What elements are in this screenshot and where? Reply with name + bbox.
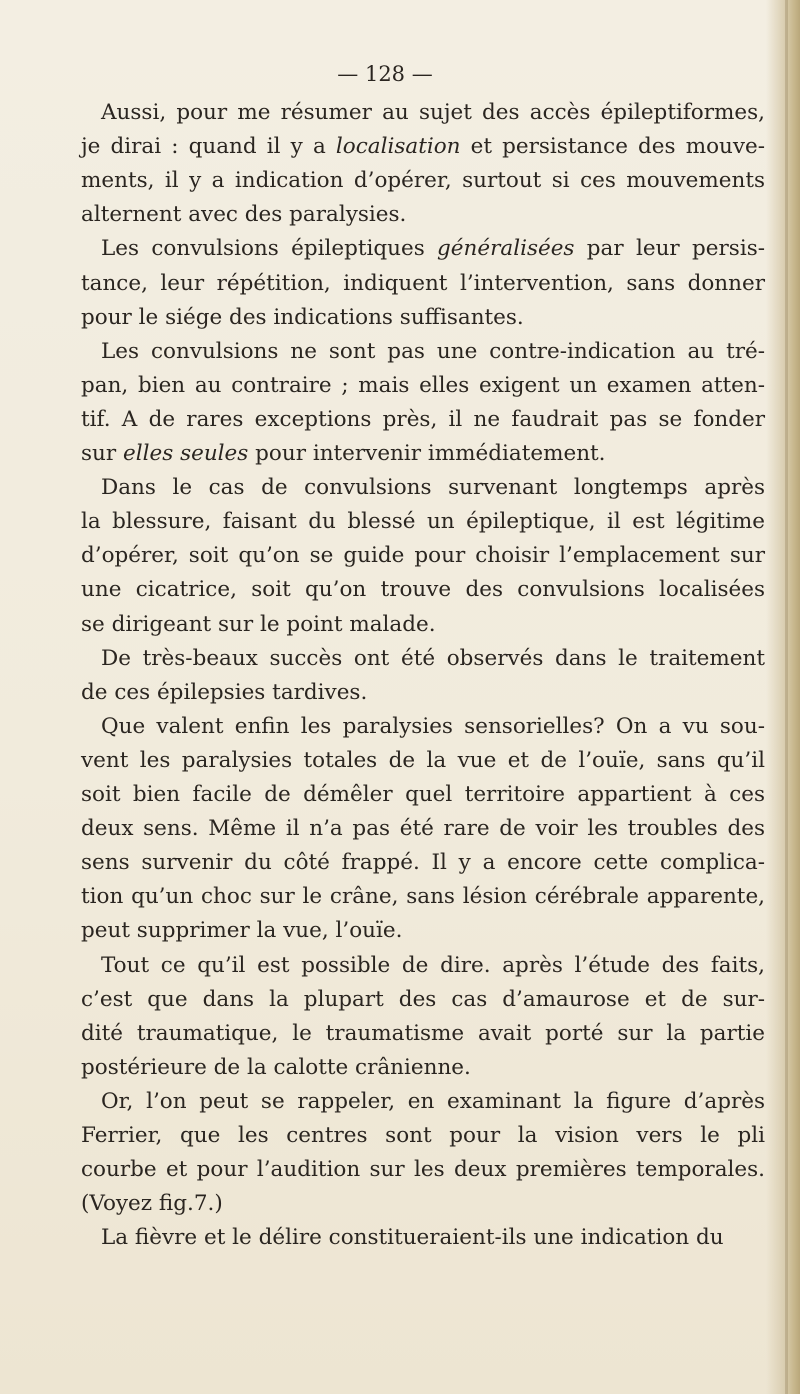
text-segment: Or, l’on peut se rappeler, en examinant la figure d’après [101, 1088, 765, 1114]
text-line [81, 301, 765, 335]
text-line [81, 437, 765, 471]
text-segment: alternent avec des paralysies. [81, 202, 407, 228]
text-segment: se dirigeant sur le point malade. [81, 611, 436, 637]
page-edge-shadow [785, 0, 788, 1394]
text-line [81, 1187, 765, 1221]
text-line [81, 608, 765, 642]
text-line [81, 1153, 765, 1187]
italic-text: généralisées [437, 236, 575, 262]
text-line [81, 710, 765, 744]
text-line [81, 778, 765, 812]
text-segment: la blessure, faisant du blessé un épileptique, il est légitime [81, 509, 765, 535]
text-line [81, 471, 765, 505]
text-segment: Les convulsions épileptiques [101, 236, 438, 262]
text-segment: sens survenir du côté frappé. Il y a encore cette complica- [81, 850, 765, 876]
text-line [81, 1017, 765, 1051]
text-segment: deux sens. Même il n’a pas été rare de voir les troubles des [81, 816, 765, 842]
text-segment: ments, il y a indication d’opérer, surtout si ces mouvements [81, 168, 765, 194]
page-edge [766, 0, 800, 1394]
text-line [81, 573, 765, 607]
text-segment: dité traumatique, le traumatisme avait porté sur la partie [81, 1020, 765, 1046]
text-line [81, 642, 765, 676]
text-segment: Dans le cas de convulsions survenant longtemps après [101, 475, 765, 501]
text-line [81, 676, 765, 710]
text-segment: De très-beaux succès ont été observés dans le traitement [101, 645, 765, 671]
text-segment: tion qu’un choc sur le crâne, sans lésion cérébrale apparente, [81, 884, 765, 910]
text-line [81, 1221, 765, 1255]
text-line [81, 744, 765, 778]
text-line [81, 232, 765, 266]
text-segment: soit bien facile de démêler quel territoire appartient à ces [81, 782, 765, 807]
text-line [81, 164, 765, 198]
text-segment: et persistance des mouve- [460, 134, 766, 160]
italic-text: elles seules [123, 441, 249, 466]
text-segment: pour le siége des indications suffisantes. [81, 304, 524, 330]
text-line [81, 96, 765, 130]
text-line [81, 335, 765, 369]
text-segment: Tout ce qu’il est possible de dire. après l’étude des faits, [101, 952, 765, 978]
text-line [81, 267, 765, 301]
text-segment: pour intervenir immédiatement. [248, 441, 606, 466]
text-line [81, 880, 765, 914]
text-segment: je dirai : quand il y a [81, 134, 336, 160]
text-line [81, 812, 765, 846]
text-line [81, 949, 765, 983]
text-segment: une cicatrice, soit qu’on trouve des convulsions localisées [81, 577, 765, 603]
text-line [81, 403, 765, 437]
text-segment: sur [81, 441, 123, 466]
text-line [81, 914, 765, 948]
text-segment: courbe et pour l’audition sur les deux premières temporales. [81, 1157, 765, 1183]
text-line [81, 1085, 765, 1119]
text-segment: vent les paralysies totales de la vue et de l’ouïe, sans qu’il [81, 747, 765, 773]
text-segment: de ces épilepsies tardives. [81, 679, 368, 705]
text-segment: (Voyez fig.7.) [81, 1191, 223, 1217]
text-line [81, 1119, 765, 1153]
text-line [81, 983, 765, 1017]
text-segment: Que valent enfin les paralysies sensorielles? On a vu sou- [101, 713, 765, 739]
text-segment: pan, bien au contraire ; mais elles exigent un examen atten- [81, 372, 765, 398]
italic-text: localisation [335, 134, 461, 160]
text-segment: peut supprimer la vue, l’ouïe. [81, 918, 403, 944]
text-segment: Les convulsions ne sont pas une contre-indication au tré- [101, 338, 765, 364]
text-segment: d’opérer, soit qu’on se guide pour choisir l’emplacement sur [81, 543, 765, 569]
text-line [81, 198, 765, 232]
text-line [81, 505, 765, 539]
text-line [81, 130, 765, 164]
text-segment: c’est que dans la plupart des cas d’amaurose et de sur- [81, 986, 765, 1012]
text-segment: postérieure de la calotte crânienne. [81, 1054, 471, 1080]
page-number: — 128 — [337, 62, 433, 86]
text-line [81, 846, 765, 880]
text-segment: Aussi, pour me résumer au sujet des accès épileptiformes, [101, 100, 765, 125]
text-segment: Ferrier, que les centres sont pour la vision vers le pli [81, 1123, 765, 1148]
text-line [81, 539, 765, 573]
text-segment: La fièvre et le délire constitueraient-ils une indication du [101, 1225, 724, 1251]
text-segment: par leur persis- [574, 236, 765, 262]
text-line [81, 369, 765, 403]
text-line [81, 1051, 765, 1085]
text-segment: tance, leur répétition, indiquent l’intervention, sans donner [81, 270, 765, 296]
text-segment: tif. A de rares exceptions près, il ne faudrait pas se fonder [81, 406, 765, 432]
